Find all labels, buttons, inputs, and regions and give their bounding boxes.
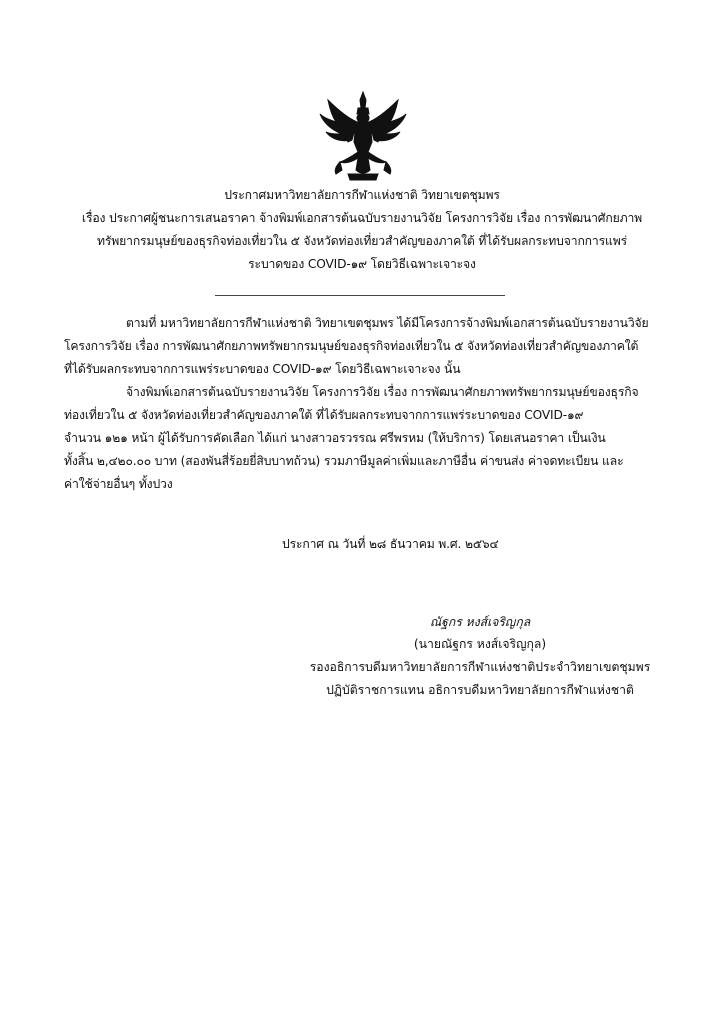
paragraph-2-line-2: ท่องเที่ยวใน ๕ จังหวัดท่องเที่ยวสำคัญของภาคใต้ ที่ได้รับผลกระทบจากการแพร่ระบาดของ COVID-๑๙ <box>64 408 584 422</box>
announcement-title: ประกาศมหาวิทยาลัยการกีฬาแห่งชาติ วิทยาเขตชุมพร <box>224 188 500 202</box>
signature: ณัฐกร หงส์เจริญกุล <box>429 615 531 629</box>
subject-line-1: เรื่อง ประกาศผู้ชนะการเสนอราคา จ้างพิมพ์เอกสารต้นฉบับรายงานวิจัย โครงการวิจัย เรื่อง การพัฒนาศักยภาพ <box>81 211 643 225</box>
signatory-position-1: รองอธิการบดีมหาวิทยาลัยการกีฬาแห่งชาติประจำวิทยาเขตชุมพร <box>309 660 651 674</box>
separator-line <box>215 295 505 296</box>
paragraph-1-line-2: โครงการวิจัย เรื่อง การพัฒนาศักยภาพทรัพยากรมนุษย์ของธุรกิจท่องเที่ยวใน ๕ จังหวัดท่องเที่ยวสำคัญของภาคใต้ <box>64 339 639 353</box>
signatory-position-2: ปฏิบัติราชการแทน อธิการบดีมหาวิทยาลัยการกีฬาแห่งชาติ <box>326 683 634 697</box>
subject-line-2: ทรัพยากรมนุษย์ของธุรกิจท่องเที่ยวใน ๕ จังหวัดท่องเที่ยวสำคัญของภาคใต้ ที่ได้รับผลกระทบจากการแพร่ <box>96 234 627 248</box>
signatory-name: (นายณัฐกร หงส์เจริญกุล) <box>413 637 547 651</box>
subject-line-3: ระบาดของ COVID-๑๙ โดยวิธีเฉพาะเจาะจง <box>248 257 476 271</box>
paragraph-1-line-3: ที่ได้รับผลกระทบจากการแพร่ระบาดของ COVID-๑๙ โดยวิธีเฉพาะเจาะจง นั้น <box>64 362 461 376</box>
paragraph-2-line-5: ค่าใช้จ่ายอื่นๆ ทั้งปวง <box>64 477 173 491</box>
garuda-emblem-icon <box>318 90 408 182</box>
paragraph-2-line-4: ทั้งสิ้น ๒,๔๒๐.๐๐ บาท (สองพันสี่ร้อยยี่สิบบาทถ้วน) รวมภาษีมูลค่าเพิ่มและภาษีอื่น ค่าขนส่ง ค่าจดทะเบียน และ <box>64 454 624 468</box>
paragraph-2-line-3: จำนวน ๑๒๑ หน้า ผู้ได้รับการคัดเลือก ได้แก่ นางสาวอรวรรณ ศรีพรหม (ให้บริการ) โดยเสนอราคา เป็นเงิน <box>64 431 606 445</box>
announcement-date: ประกาศ ณ วันที่ ๒๘ ธันวาคม พ.ศ. ๒๕๖๔ <box>282 537 499 551</box>
paragraph-1-line-1: ตามที่ มหาวิทยาลัยการกีฬาแห่งชาติ วิทยาเขตชุมพร ได้มีโครงการจ้างพิมพ์เอกสารต้นฉบับรายงานวิจัย <box>126 316 649 330</box>
paragraph-2-line-1: จ้างพิมพ์เอกสารต้นฉบับรายงานวิจัย โครงการวิจัย เรื่อง การพัฒนาศักยภาพทรัพยากรมนุษย์ของธุรกิจ <box>126 385 639 399</box>
